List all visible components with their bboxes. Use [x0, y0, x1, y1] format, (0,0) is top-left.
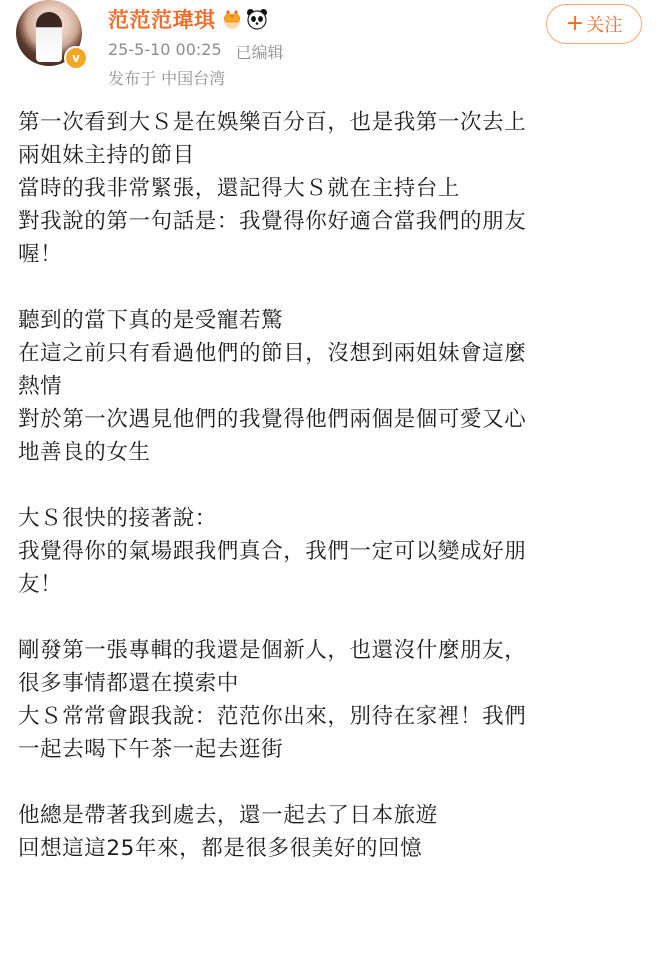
post-line: 對我說的第一句話是：我覺得你好適合當我們的朋友 [18, 209, 527, 234]
panda-icon [246, 8, 268, 30]
post-line: 我覺得你的氣場跟我們真合，我們一定可以變成好朋 [18, 539, 527, 564]
plus-icon: + [565, 11, 585, 36]
post-line: 聽到的當下真的是受寵若驚 [18, 308, 284, 333]
post-line: 兩姐妹主持的節目 [18, 143, 195, 168]
user-name-row [108, 4, 268, 34]
post-line: 地善良的女生 [18, 440, 151, 465]
post-line: 剛發第一張專輯的我還是個新人，也還沒什麼朋友， [18, 638, 527, 663]
post-line: 一起去喝下午茶一起去逛街 [18, 737, 284, 762]
post-line: 當時的我非常緊張，還記得大Ｓ就在主持台上 [18, 176, 461, 201]
user-name[interactable]: 范范范瑋琪 [108, 8, 216, 32]
post-meta [108, 40, 284, 63]
post-paragraph [18, 502, 648, 601]
verified-badge-icon: v [64, 46, 88, 70]
post-paragraph [18, 106, 648, 271]
crown-icon [220, 8, 244, 30]
post-line: 大Ｓ常常會跟我說：范范你出來，別待在家裡！我們 [18, 704, 527, 729]
post-location: 发布于 中国台湾 [108, 69, 226, 88]
post-timestamp: 25-5-10 00:25 [108, 40, 222, 59]
edited-label: 已编辑 [235, 43, 284, 62]
post-line: 很多事情都還在摸索中 [18, 671, 240, 696]
follow-label: 关注 [586, 15, 623, 36]
post-line: 對於第一次遇見他們的我覺得他們兩個是個可愛又心 [18, 407, 527, 432]
post-line: 友！ [18, 572, 63, 597]
post-paragraph [18, 799, 648, 865]
follow-button[interactable] [546, 4, 642, 44]
post-line: 在這之前只有看過他們的節目，沒想到兩姐妹會這麼 [18, 341, 527, 366]
post-header [0, 0, 660, 96]
post-line: 回想這這25年來，都是很多很美好的回憶 [18, 836, 423, 861]
post-line: 喔！ [18, 242, 63, 267]
post-line: 熱情 [18, 374, 63, 399]
avatar[interactable] [16, 0, 84, 68]
post-paragraph [18, 304, 648, 469]
post-line: 大Ｓ很快的接著說： [18, 506, 217, 531]
post-line: 第一次看到大Ｓ是在娛樂百分百，也是我第一次去上 [18, 110, 527, 135]
post-paragraph [18, 634, 648, 766]
post-line: 他總是帶著我到處去，還一起去了日本旅遊 [18, 803, 438, 828]
post-text [18, 106, 648, 898]
